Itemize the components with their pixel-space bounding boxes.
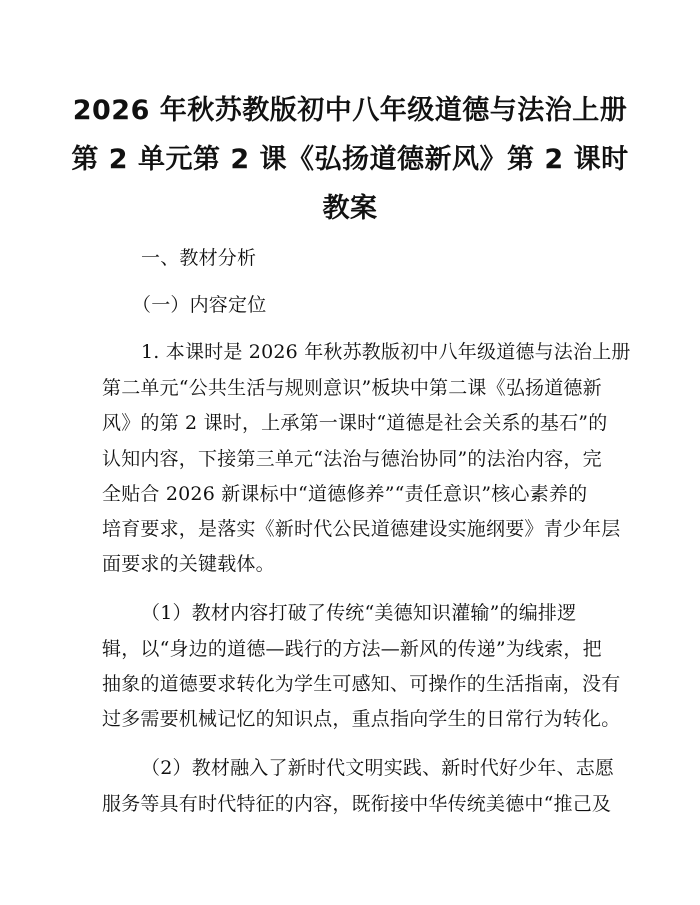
paragraph-1-line-6: 培育要求，是落实《新时代公民道德建设实施纲要》青少年层	[102, 518, 621, 540]
paragraph-2-line-2: 辑，以“身边的道德—践行的方法—新风的传递”为线索，把	[102, 638, 602, 660]
paragraph-1-line-7: 面要求的关键载体。	[102, 553, 275, 575]
subsection-heading: （一）内容定位	[132, 294, 267, 316]
section-heading: 一、教材分析	[141, 247, 257, 269]
paragraph-1-line-3: 风》的第 2 课时，上承第一课时“道德是社会关系的基石”的	[102, 412, 608, 434]
paragraph-1-line-2: 第二单元“公共生活与规则意识”板块中第二课《弘扬道德新	[102, 377, 602, 399]
paragraph-2-line-1: （1）教材内容打破了传统“美德知识灌输”的编排逻	[141, 602, 577, 624]
document-title-line-2: 第 2 单元第 2 课《弘扬道德新风》第 2 课时	[71, 144, 629, 175]
paragraph-2-line-3: 抽象的道德要求转化为学生可感知、可操作的生活指南，没有	[102, 673, 621, 695]
document-title-line-1: 2026 年秋苏教版初中八年级道德与法治上册	[72, 95, 628, 126]
document-title-line-3: 教案	[322, 193, 378, 224]
paragraph-1-line-5: 全贴合 2026 新课标中“道德修养”“责任意识”核心素养的	[102, 483, 588, 505]
paragraph-3-line-2: 服务等具有时代特征的内容，既衔接中华传统美德中“推己及	[102, 793, 612, 815]
paragraph-3-line-1: （2）教材融入了新时代文明实践、新时代好少年、志愿	[141, 757, 615, 779]
paragraph-2-line-4: 过多需要机械记忆的知识点，重点指向学生的日常行为转化。	[102, 708, 621, 730]
paragraph-1-line-1: 1. 本课时是 2026 年秋苏教版初中八年级道德与法治上册	[141, 341, 631, 363]
paragraph-1-line-4: 认知内容，下接第三单元“法治与德治协同”的法治内容，完	[102, 448, 602, 470]
